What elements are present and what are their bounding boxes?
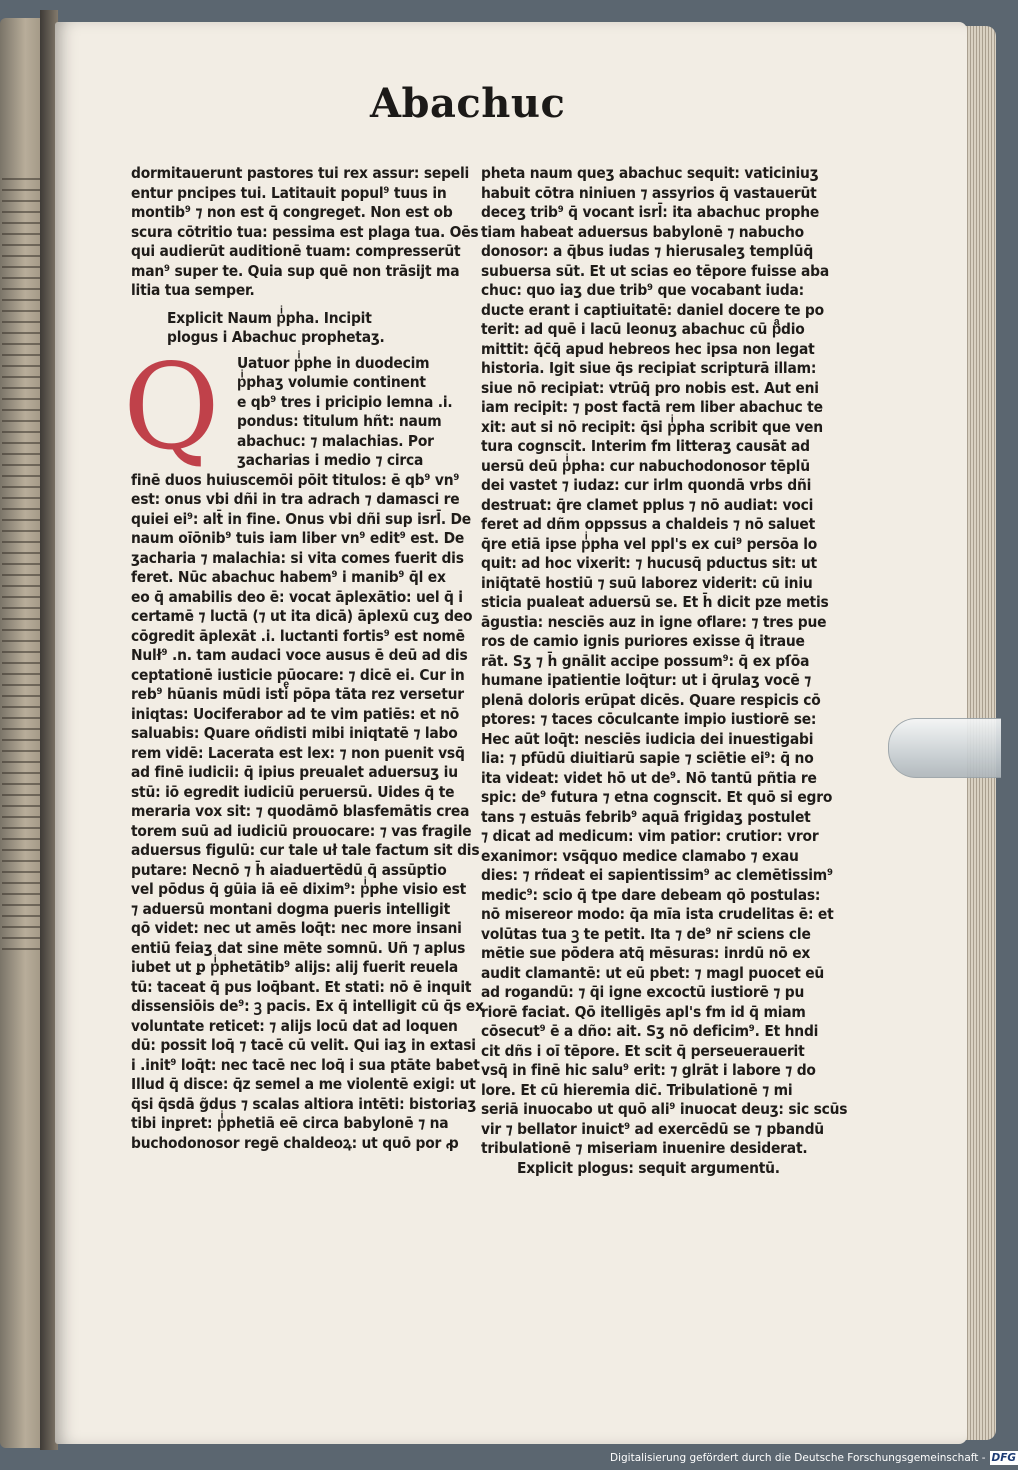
left-text-after (131, 470, 484, 1154)
text-line: aduersus figulū: cur tale uł tale factum sit dis (131, 841, 480, 859)
text-line: reb⁹ hūanis mūdi istiͤ pōpa tāta rez versetur (131, 685, 464, 703)
text-line: plogus i Abachuc prophetaʒ. (167, 328, 385, 346)
text-line: cit dñs i oī tēpore. Et scit q̄ perseuerauerit (481, 1041, 805, 1060)
text-line: destruat: q̄re clamet pplus ⁊ nō audiat: voci (481, 495, 814, 514)
text-line: dormitauerunt pastores tui rex assur: sepeli (131, 164, 470, 182)
text-line: scura cōtritio tua: pessima est plaga tua. Oēs (131, 222, 479, 241)
text-line: subuersa sūt. Et ut scias eo tēpore fuisse aba (481, 261, 830, 280)
text-line: xit: aut si nō recipit: q̄si pͥpha scribit que ven (481, 417, 823, 436)
text-line: exanimor: vsq̄quo medice clamabo ⁊ exau (481, 846, 799, 865)
text-line: ⁊ aduersū montani dogma pueris intelligit (131, 899, 451, 918)
text-line: eo q̄ amabilis deo ē: vocat āplexātio: uel q̄ i (131, 587, 463, 606)
text-line: cōgredit āplexāt .i. luctanti fortis⁹ est nomē (131, 626, 465, 645)
text-line: ⁊ dicat ad medicum: vim patior: crutior: vror (481, 827, 819, 845)
text-line: historia. Igit siue q̄s recipiat scripturā illam: (481, 359, 817, 377)
text-line: ros de camio ignis puriores exisse q̄ itraue (481, 632, 805, 650)
text-line: Explicit Naum pͥpha. Incipit (167, 308, 372, 327)
text-line: iniq̄tatē hostiū ⁊ suū laborez viderit: cū iniu (481, 573, 813, 592)
text-line: ʒacharia ⁊ malachia: si vita comes fuerit dis (131, 548, 464, 567)
page-clip (888, 718, 1001, 778)
text-line: Uatuor pͥphe in duodecim (237, 353, 430, 372)
footer-credit (610, 1449, 1017, 1467)
text-line: pͥphaʒ volumie continent (237, 373, 426, 391)
text-line: montib⁹ ⁊ non est q̄ congreget. Non est ob (131, 203, 453, 221)
text-line: medic⁹: scio q̄ tpe dare debeam qō postulas: (481, 885, 821, 904)
text-line: finē duos huiuscemōi pōit titulos: ē qb⁹ vn⁹ (131, 470, 460, 489)
text-line: lia: ⁊ pfūdū diuitiarū sapie ⁊ sciētie ei⁹: q̄ no (481, 749, 814, 767)
text-line: tribulationē ⁊ miseriam inuenire desiderat. (481, 1139, 808, 1157)
text-line: tura cognscit. Interim fm litteraʒ causāt ad (481, 437, 810, 455)
text-line: dū: possit loq̄ ⁊ tacē cū velit. Qui iaʒ in extasi (131, 1036, 476, 1054)
text-line: nō misereor modo: q̄a mīa ista crudelitas ē: et (481, 905, 834, 923)
text-line: qui audierūt auditionē tuam: compresserūt (131, 242, 461, 260)
text-line: dei vastet ⁊ iudaz: cur irlm quondā vrbs dñi (481, 476, 812, 494)
text-line: rem vidē: Lacerata est lex: ⁊ non puenit vsq̄ (131, 743, 465, 762)
text-line: ad finē iudicii: q̄ ipius preualet aduersuʒ iu (131, 763, 458, 781)
text-line: seriā inuocabo ut quō ali⁹ inuocat deuʒ: sic scūs (481, 1100, 848, 1118)
text-line: Hec aūt loq̄t: nesciēs iudicia dei inuestigabi (481, 729, 814, 748)
drop-cap-lines (237, 354, 467, 471)
text-line: terit: ad quē i lacū leonuʒ abachuc cū pͣdio (481, 320, 805, 338)
text-line: sticia pualeat aduersū se. Et h̄ dicit pze metis (481, 593, 829, 611)
explicit-line: Explicit plogus: sequit argumentū. (517, 1158, 780, 1177)
text-line: āgustia: nesciēs auz in igne oflare: ⁊ tres pue (481, 612, 827, 631)
text-line: naum oīōnib⁹ tuis iam liber vn⁹ edit⁹ est. De (131, 529, 465, 547)
text-line: entiū feiaʒ dat sine mēte somnū. Uñ ⁊ aplus (131, 938, 466, 957)
text-line: certamē ⁊ luctā (⁊ ut ita dicā) āplexū cuʒ deo (131, 607, 473, 625)
text-line: q̄si q̄sdā g̃dus ⁊ scalas altiora intēti: bistoriaʒ (131, 1094, 477, 1113)
text-line: volūtas tua ꝫ te petit. Ita ⁊ de⁹ nr̄ sciens cle (481, 924, 811, 943)
text-line: uersū deū pͥpha: cur nabuchodonosor tēplū (481, 456, 810, 475)
text-line: tiam habeat aduersus babylonē ⁊ nabucho (481, 222, 804, 241)
text-line: humane ipatientie loq̄tur: ut i q̄rulaʒ vocē ⁊ (481, 671, 812, 689)
text-line: deceʒ trib⁹ q̄ vocant isrl̄: ita abachuc prophe (481, 203, 820, 221)
text-line: Illud q̄ disce: q̄z semel a me violentē exigi: ut (131, 1075, 476, 1093)
text-line: mētie sue pōdera atq̄ mēsuras: inrdū nō ex (481, 944, 811, 962)
text-line: dies: ⁊ rñdeat ei sapientissim⁹ ac clemētissim⁹ (481, 866, 833, 884)
text-line: putare: Necnō ⁊ h̄ aiaduertēdū q̄ assūptio (131, 860, 447, 879)
text-line: feret ad dñm oppssus a chaldeis ⁊ nō saluet (481, 515, 816, 533)
text-line: Nulł⁹ .n. tam audaci voce ausus ē deū ad dis (131, 646, 468, 664)
text-line: ducte erant i captiuitatē: daniel docere te po (481, 300, 824, 319)
text-line: mittit: q̄c̄q̄ apud hebreos hec ipsa non legat (481, 339, 815, 358)
drop-cap-initial: Q (123, 337, 220, 476)
text-line: quit: ad hoc vixerit: ⁊ hucusq̄ pductus sit: ut (481, 554, 817, 572)
text-line: saluabis: Quare oñdisti mibi iniqtatē ⁊ labo (131, 724, 458, 742)
text-line: riorē faciat. Qō itelligēs apl's fm id q̄ miam (481, 1002, 806, 1021)
text-line: i .init⁹ loq̄t: nec tacē nec loq̄ i sua ptāte babet (131, 1055, 480, 1074)
text-line: audit clamantē: ut eū pbet: ⁊ magl puocet eū (481, 963, 825, 982)
text-line: stū: iō egredit iudiciū peruersū. Uides q̄ te (131, 782, 455, 801)
text-line: meraria vox sit: ⁊ quodāmō blasfemātis crea (131, 802, 470, 820)
text-line: quiei ei⁹: alt̄ in fine. Onus vbi dñi sup isrl̄. De (131, 509, 471, 528)
text-line: litia tua semper. (131, 281, 255, 299)
text-line: chuc: quo iaʒ due trib⁹ que vocabant iuda: (481, 281, 804, 299)
text-line: man⁹ super te. Quia sup quē non trāsijt ma (131, 261, 460, 280)
text-line: qō videt: nec ut amēs loq̄t: nec more insani (131, 919, 462, 937)
text-line: iniqtas: Uociferabor ad te vim patiēs: et nō (131, 704, 460, 723)
text-line: feret. Nūc abachuc habem⁹ i manib⁹ q̄l ex (131, 568, 446, 586)
text-line: vel pōdus q̄ gūia iā eē dixim⁹: pͥphe visio est (131, 880, 467, 898)
text-line: vsq̄ in finē hic salu⁹ erit: ⁊ glrāt i labore ⁊ do (481, 1061, 816, 1079)
right-column (481, 164, 848, 1178)
text-line: voluntate reticet: ⁊ alijs locū dat ad loquen (131, 1016, 458, 1035)
text-line: ʒacharias i medio ⁊ circa (237, 451, 424, 469)
footer-text: Digitalisierung gefördert durch die Deutsche Forschungsgemeinschaft - (610, 1452, 986, 1464)
text-line: dissensiōis de⁹: ꝫ pacis. Ex q̄ intelligit cū q̄s ex (131, 997, 484, 1015)
text-line: pheta naum queʒ abachuc sequit: vaticiniuʒ (481, 164, 819, 182)
text-line: tū: taceat q̄ pus loq̄bant. Et stati: nō ē inquit (131, 977, 472, 996)
text-line: tibi inꝑret: pͥphetiā eē circa babylonē ⁊ na (131, 1114, 449, 1132)
text-line: ad rogandū: ⁊ q̄i igne excoctū iustiorē ⁊ pu (481, 983, 805, 1001)
text-line: tans ⁊ estuās febrib⁹ aquā frigidaʒ postulet (481, 807, 811, 826)
dfg-logo: DFG (991, 1452, 1017, 1464)
left-text-before (131, 164, 479, 301)
text-line: lore. Et cū hieremia dic̄. Tribulationē ⁊ mi (481, 1080, 793, 1099)
text-line: siue nō recipiat: vtrūq̄ pro nobis est. Aut eni (481, 378, 819, 397)
text-line: spic: de⁹ futura ⁊ etna cognscit. Et quō si egro (481, 788, 833, 806)
text-line: buchodonosor regē chaldeoꝝ: ut quō por ꝓ (131, 1133, 459, 1152)
text-line: iam recipit: ⁊ post factā rem liber abachuc te (481, 398, 823, 416)
text-line: e qb⁹ tres i pricipio lemna .i. (237, 392, 453, 411)
right-text (481, 164, 848, 1159)
text-line: est: onus vbi dñi in tra adrach ⁊ damasci re (131, 490, 460, 508)
text-line: entur pncipes tui. Latitauit popul⁹ tuus in (131, 183, 447, 202)
text-line: ita videat: videt hō ut de⁹. Nō tantū pñtia re (481, 768, 817, 787)
text-line: plenā doloris erūpat dicēs. Quare respicis cō (481, 690, 821, 709)
previous-page-text (2, 178, 40, 958)
left-column (123, 164, 484, 1153)
text-line: ptores: ⁊ taces cōculcante impio iustiorē se: (481, 710, 817, 728)
text-line: pondus: titulum hñt: naum (237, 412, 442, 430)
text-line: rāt. Sʒ ⁊ h̄ gnālit accipe possum⁹: q̄ ex pſōa (481, 651, 810, 670)
text-line: iubet ut ꝑ pͥphetātib⁹ alijs: alij fuerit reuela (131, 958, 459, 976)
text-line: vir ⁊ bellator inuict⁹ ad exercēdū se ⁊ pbandū (481, 1119, 824, 1138)
text-line: torem suū ad iudiciū prouocare: ⁊ vas fragile (131, 821, 472, 840)
text-line: q̄re etiā ipse pͥpha vel ppl's ex cui⁹ persōa lo (481, 534, 818, 553)
running-heading: Abachuc (370, 80, 566, 127)
text-line: donosor: a q̄bus iudas ⁊ hierusaleʒ templūq̄ (481, 242, 814, 260)
text-line: cōsecut⁹ ē a dño: ait. Sʒ nō deficim⁹. Et hndi (481, 1022, 819, 1040)
text-line: habuit cōtra niniuen ⁊ assyrios q̄ vastauerūt (481, 183, 817, 202)
text-line: abachuc: ⁊ malachias. Por (237, 431, 434, 450)
text-line: ceptationē iusticie pūocare: ⁊ dicē ei. Cur in (131, 665, 465, 684)
